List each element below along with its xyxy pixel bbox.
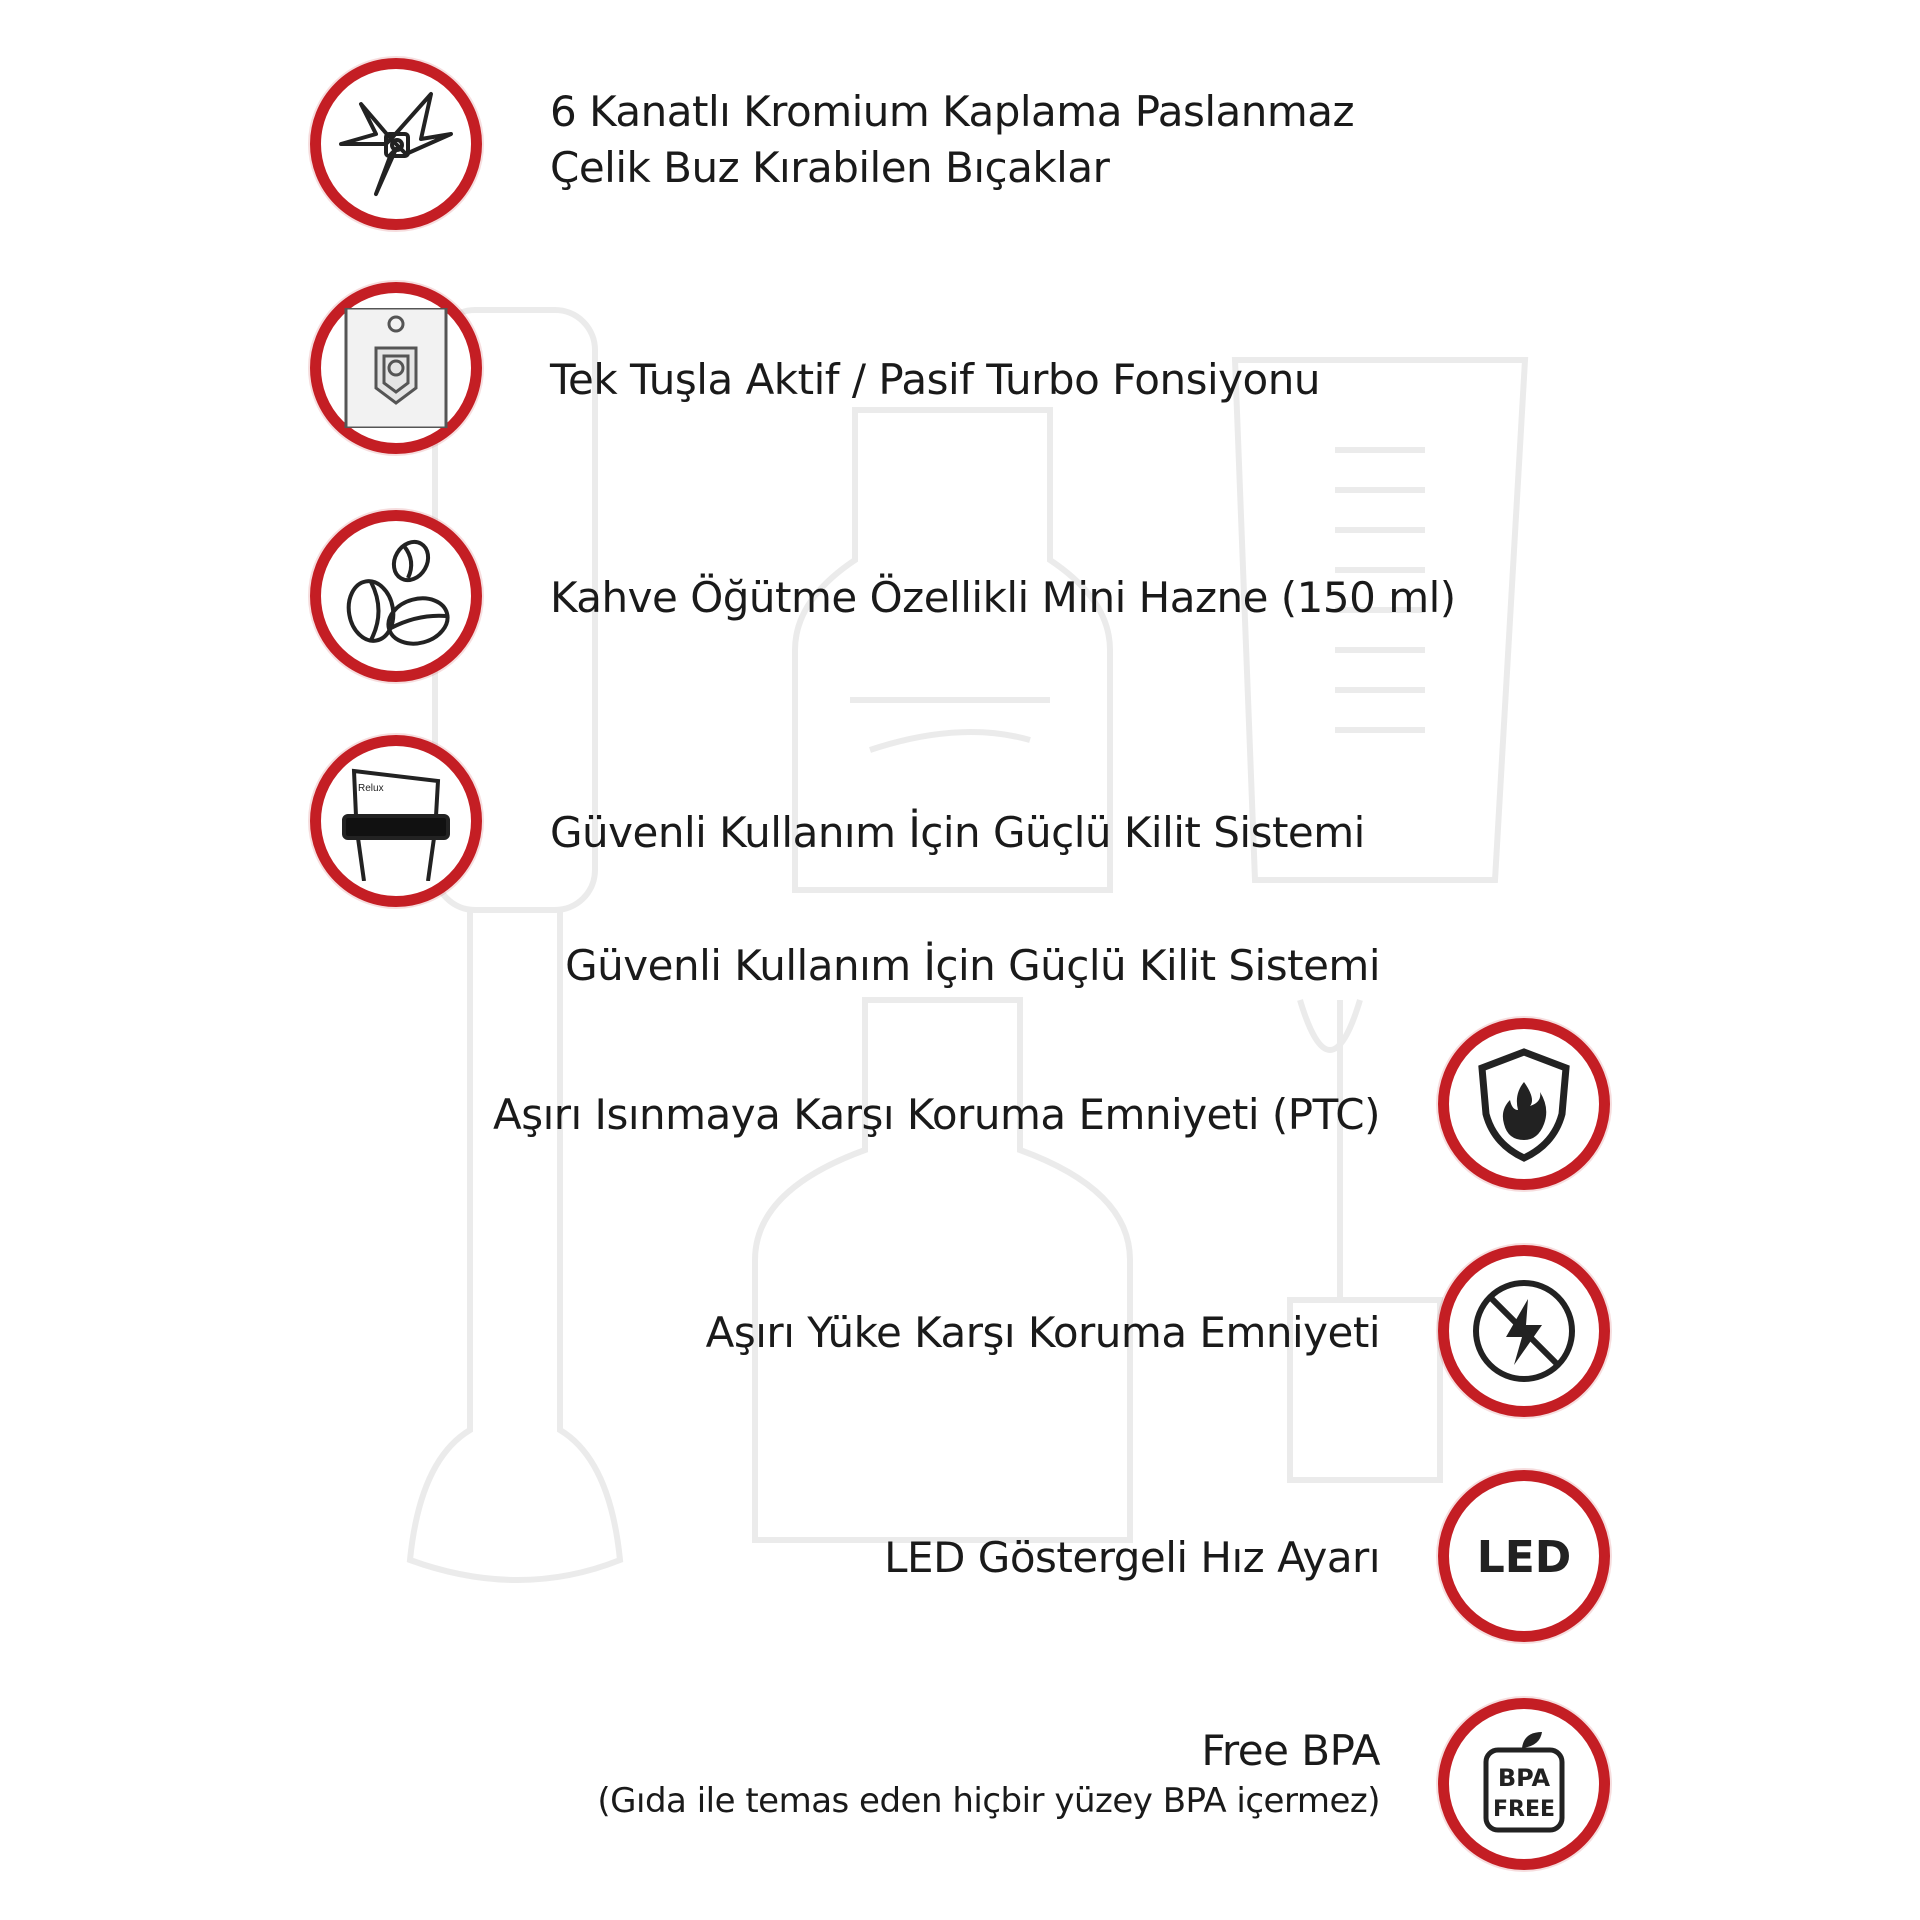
led-badge xyxy=(1438,1470,1610,1642)
led-icon-label: LED xyxy=(1476,1532,1572,1583)
brand-label: Relux xyxy=(358,783,384,794)
free-icon-label: FREE xyxy=(1492,1797,1556,1822)
turbo-badge xyxy=(310,282,482,454)
feature-overload-text: Aşırı Yüke Karşı Koruma Emniyeti xyxy=(705,1308,1380,1357)
feature-blades-line1: 6 Kanatlı Kromium Kaplama Paslanmaz xyxy=(550,87,1355,136)
feature-bpa-subtitle: (Gıda ile temas eden hiçbir yüzey BPA içermez) xyxy=(597,1781,1380,1821)
bpa-free-icon xyxy=(1464,1724,1584,1844)
coffee-beans-icon xyxy=(336,536,456,656)
feature-bpa-text xyxy=(597,1723,1380,1823)
feature-lock-repeat-text: Güvenli Kullanım İçin Güçlü Kilit Sistemi xyxy=(565,941,1380,990)
no-overload-icon xyxy=(1464,1271,1584,1391)
lock-ring-icon xyxy=(336,761,456,881)
feature-turbo-text: Tek Tuşla Aktif / Pasif Turbo Fonsiyonu xyxy=(550,355,1320,404)
turbo-button-icon xyxy=(336,308,456,428)
blade-icon xyxy=(336,84,456,204)
blade-badge xyxy=(310,58,482,230)
feature-ptc-text: Aşırı Isınmaya Karşı Koruma Emniyeti (PTC) xyxy=(492,1090,1380,1139)
fire-shield-icon xyxy=(1464,1044,1584,1164)
overload-badge xyxy=(1438,1245,1610,1417)
led-icon xyxy=(1464,1496,1584,1616)
feature-led-text: LED Göstergeli Hız Ayarı xyxy=(884,1533,1380,1582)
ptc-badge xyxy=(1438,1018,1610,1190)
feature-lock-text: Güvenli Kullanım İçin Güçlü Kilit Sistemi xyxy=(550,808,1365,857)
feature-blades-text xyxy=(550,84,1354,196)
feature-blades-line2: Çelik Buz Kırabilen Bıçaklar xyxy=(550,143,1110,192)
coffee-badge xyxy=(310,510,482,682)
bpa-badge xyxy=(1438,1698,1610,1870)
feature-bpa-title: Free BPA xyxy=(1201,1726,1380,1775)
feature-coffee-text: Kahve Öğütme Özellikli Mini Hazne (150 ml) xyxy=(550,573,1456,622)
bpa-icon-label: BPA xyxy=(1497,1764,1551,1792)
lock-badge xyxy=(310,735,482,907)
